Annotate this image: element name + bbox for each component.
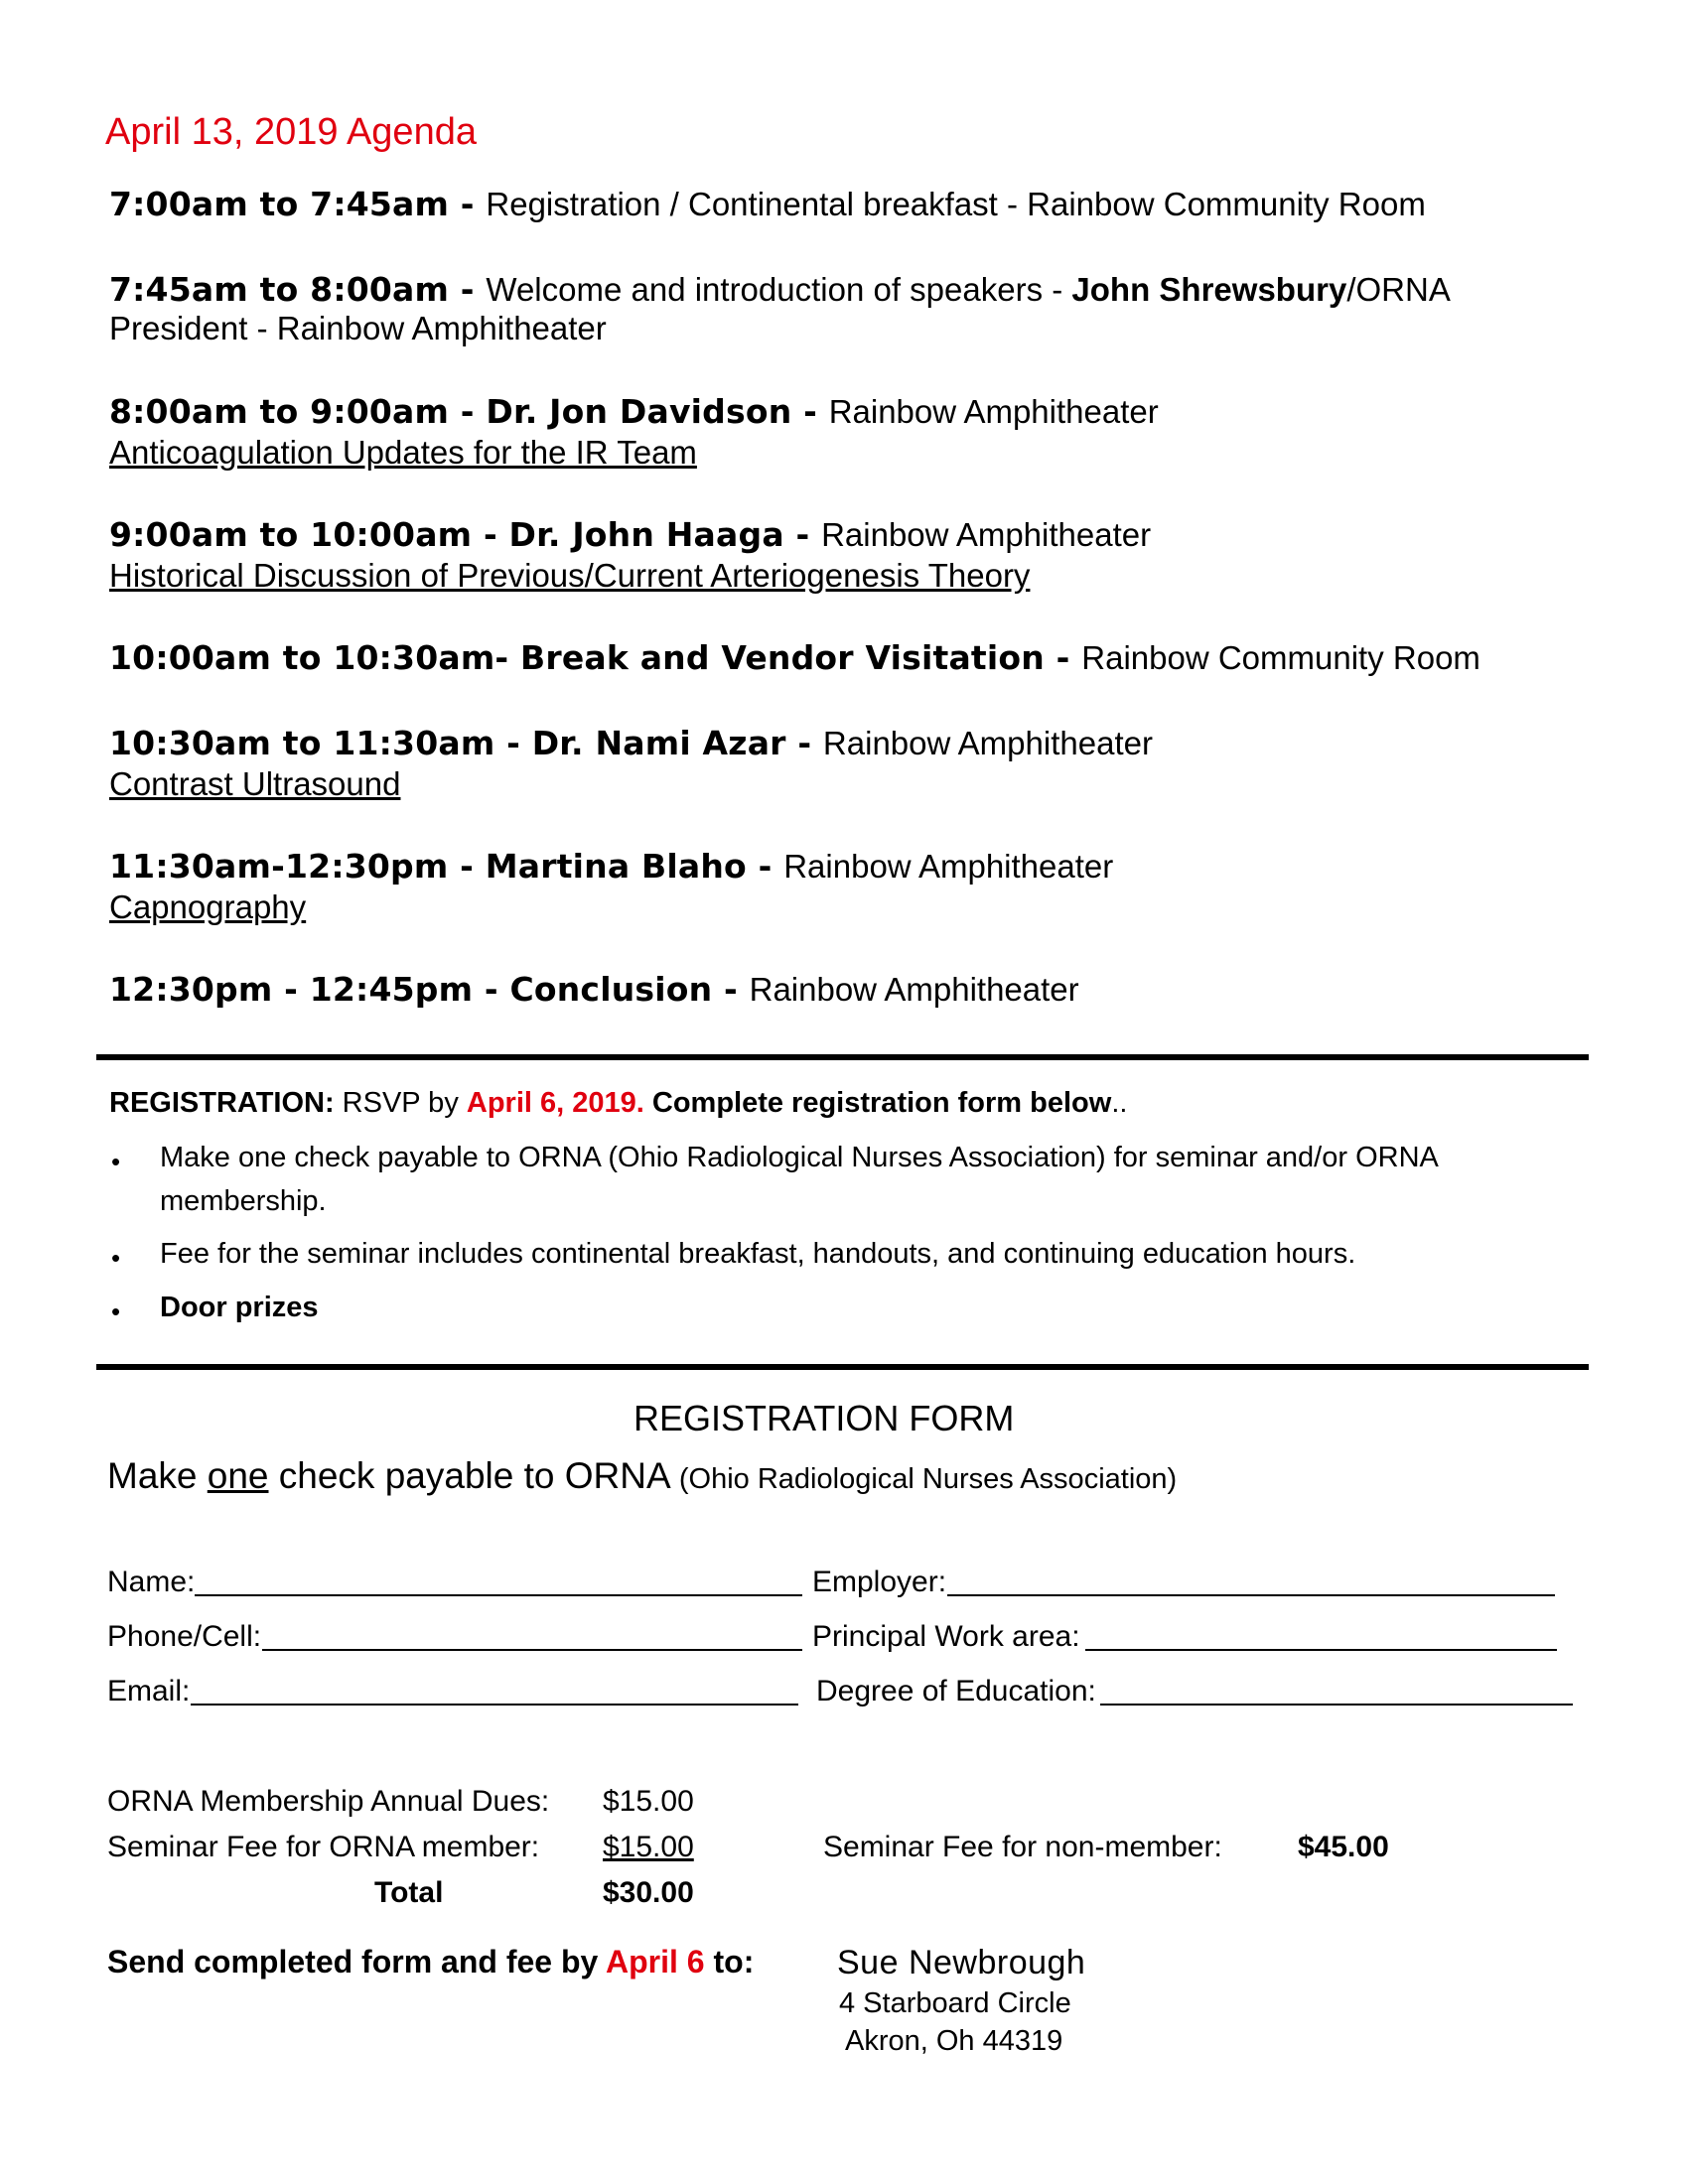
agenda-desc: Registration / Continental breakfast - Rainbow Community Room xyxy=(486,186,1426,222)
agenda-item: 8:00am to 9:00am - Dr. Jon Davidson - Rainbow Amphitheater xyxy=(109,392,1159,431)
agenda-title: April 13, 2019 Agenda xyxy=(105,111,477,153)
phone-field[interactable] xyxy=(262,1649,802,1651)
phone-label: Phone/Cell: xyxy=(107,1620,262,1653)
agenda-item: 12:30pm - 12:45pm - Conclusion - Rainbow Amphitheater xyxy=(109,970,1079,1009)
bullet-dot: • xyxy=(111,1297,121,1326)
rsvp-date: April 6, 2019. xyxy=(466,1087,644,1119)
nonmember-fee-label: Seminar Fee for non-member: xyxy=(823,1831,1222,1863)
work-area-field[interactable] xyxy=(1085,1649,1557,1651)
email-field[interactable] xyxy=(191,1704,798,1706)
agenda-desc: Rainbow Amphitheater xyxy=(822,725,1153,761)
membership-dues-label: ORNA Membership Annual Dues: xyxy=(107,1785,550,1818)
agenda-item: 10:30am to 11:30am - Dr. Nami Azar - Rainbow Amphitheater xyxy=(109,724,1153,762)
agenda-item: 11:30am-12:30pm - Martina Blaho - Rainbow Amphitheater xyxy=(109,847,1114,886)
send-instruction: Send completed form and fee by April 6 to: xyxy=(107,1944,755,1979)
registration-label: REGISTRATION: xyxy=(109,1087,335,1119)
bullet-text-continued: membership. xyxy=(160,1185,327,1217)
agenda-time: 7:45am to 8:00am xyxy=(109,270,450,309)
agenda-desc-continued: President - Rainbow Amphitheater xyxy=(109,310,607,346)
bullet-dot: • xyxy=(111,1147,121,1176)
agenda-item: 7:00am to 7:45am - Registration / Continental breakfast - Rainbow Community Room xyxy=(109,185,1426,223)
bullet-dot: • xyxy=(111,1243,121,1273)
send-deadline: April 6 xyxy=(606,1944,705,1979)
work-area-label: Principal Work area: xyxy=(812,1620,1080,1653)
nonmember-fee-value: $45.00 xyxy=(1298,1831,1389,1863)
bullet-text: Fee for the seminar includes continental breakfast, handouts, and continuing education hours. xyxy=(160,1238,1356,1270)
agenda-time: 11:30am-12:30pm - Martina Blaho xyxy=(109,847,747,886)
session-topic: Historical Discussion of Previous/Current Arteriogenesis Theory xyxy=(109,557,1031,594)
agenda-desc: Welcome and introduction of speakers - xyxy=(486,271,1072,308)
employer-field[interactable] xyxy=(947,1594,1555,1596)
agenda-item: 9:00am to 10:00am - Dr. John Haaga - Rainbow Amphitheater xyxy=(109,515,1152,554)
agenda-time: 10:30am to 11:30am - Dr. Nami Azar xyxy=(109,724,786,762)
session-topic: Capnography xyxy=(109,888,307,925)
address-name: Sue Newbrough xyxy=(837,1944,1086,1981)
total-label: Total xyxy=(374,1876,444,1909)
agenda-time: 10:00am to 10:30am- Break and Vendor Visitation xyxy=(109,638,1045,677)
section-divider xyxy=(96,1054,1589,1060)
speaker-name: John Shrewsbury xyxy=(1071,271,1347,308)
name-label: Name: xyxy=(107,1566,196,1598)
registration-line: REGISTRATION: RSVP by April 6, 2019. Complete registration form below.. xyxy=(109,1087,1128,1119)
degree-field[interactable] xyxy=(1100,1704,1573,1706)
member-fee-value: $15.00 xyxy=(603,1831,694,1863)
form-title: REGISTRATION FORM xyxy=(633,1398,1015,1438)
degree-label: Degree of Education: xyxy=(816,1675,1096,1707)
bullet-text: Make one check payable to ORNA (Ohio Radiological Nurses Association) for seminar and/or ORNA xyxy=(160,1142,1439,1173)
form-subtitle: Make one check payable to ORNA (Ohio Radiological Nurses Association) xyxy=(107,1455,1178,1496)
email-label: Email: xyxy=(107,1675,191,1707)
agenda-time: 8:00am to 9:00am - Dr. Jon Davidson xyxy=(109,392,792,431)
agenda-desc: Rainbow Amphitheater xyxy=(749,971,1079,1008)
agenda-desc: Rainbow Amphitheater xyxy=(828,393,1159,430)
agenda-item: 10:00am to 10:30am- Break and Vendor Visitation - Rainbow Community Room xyxy=(109,638,1480,677)
total-value: $30.00 xyxy=(603,1876,694,1909)
employer-label: Employer: xyxy=(812,1566,947,1598)
agenda-desc: Rainbow Community Room xyxy=(1081,639,1480,676)
section-divider xyxy=(96,1364,1589,1370)
emphasis-one: one xyxy=(207,1455,269,1496)
agenda-item: 7:45am to 8:00am - Welcome and introduction of speakers - John Shrewsbury/ORNA xyxy=(109,270,1451,309)
address-city: Akron, Oh 44319 xyxy=(845,2025,1063,2057)
bullet-text: Door prizes xyxy=(160,1292,319,1323)
agenda-time: 9:00am to 10:00am - Dr. John Haaga xyxy=(109,515,784,554)
session-topic: Anticoagulation Updates for the IR Team xyxy=(109,434,697,471)
address-street: 4 Starboard Circle xyxy=(839,1987,1071,2019)
membership-dues-value: $15.00 xyxy=(603,1785,694,1818)
agenda-time: 7:00am to 7:45am xyxy=(109,185,450,223)
agenda-time: 12:30pm - 12:45pm - Conclusion xyxy=(109,970,713,1009)
member-fee-label: Seminar Fee for ORNA member: xyxy=(107,1831,540,1863)
agenda-desc: Rainbow Amphitheater xyxy=(821,516,1152,553)
name-field[interactable] xyxy=(195,1594,802,1596)
agenda-desc: Rainbow Amphitheater xyxy=(783,848,1114,885)
session-topic: Contrast Ultrasound xyxy=(109,765,401,802)
